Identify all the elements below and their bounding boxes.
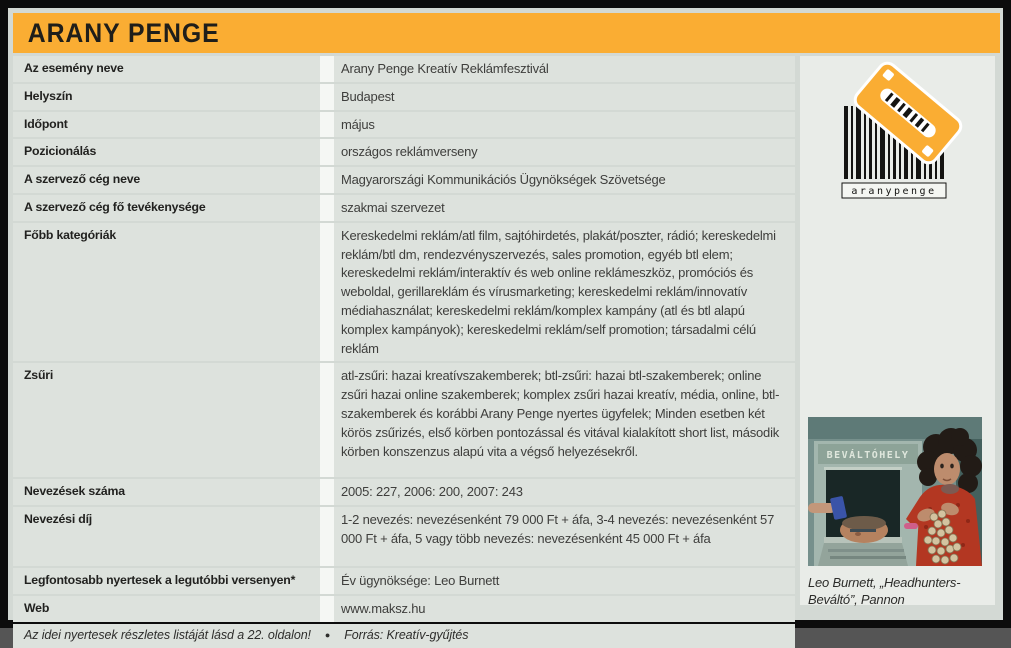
table-row	[13, 507, 795, 566]
table-row	[13, 223, 795, 362]
page-title: ARANY PENGE	[27, 17, 220, 48]
table-row	[13, 568, 795, 594]
table-row	[13, 139, 795, 165]
table-row	[13, 167, 795, 193]
page-content	[8, 8, 1003, 642]
row-label: Nevezések száma	[13, 479, 320, 505]
row-label: Web	[13, 596, 320, 622]
table-row	[13, 195, 795, 221]
row-value: országos reklámverseny	[334, 139, 795, 165]
table-row	[13, 56, 795, 82]
row-label: Főbb kategóriák	[13, 223, 320, 362]
row-value: szakmai szervezet	[334, 195, 795, 221]
row-value: Magyarországi Kommunikációs Ügynökségek Szövetsége	[334, 167, 795, 193]
row-value: Budapest	[334, 84, 795, 110]
row-value: Év ügynöksége: Leo Burnett	[334, 568, 795, 594]
footnote-bar	[13, 624, 795, 648]
row-label: Nevezési díj	[13, 507, 320, 566]
row-value: 2005: 227, 2006: 200, 2007: 243	[334, 479, 795, 505]
row-label: A szervező cég fő tevékenysége	[13, 195, 320, 221]
table-row	[13, 596, 795, 622]
campaign-photo-graphic	[808, 417, 982, 566]
row-label: Időpont	[13, 112, 320, 138]
row-value: atl-zsűri: hazai kreatívszakemberek; btl-zsűri: hazai btl-szakemberek; online zsűri hazai online szakemberek; komplex zsűri hazai kreatív, média, online, btl-szakemberek és korábbi Arany Penge nyertes ügyfelek; Minden esetben két körös zsűrizés, első körben pontozással és vitával kialakított short list, második körben konszenzus alapú vita a végső helyezésekről.	[334, 363, 795, 477]
table-row	[13, 84, 795, 110]
row-value: 1-2 nevezés: nevezésenként 79 000 Ft + áfa, 3-4 nevezés: nevezésenként 57 000 Ft + áfa, 5 vagy több nevezés: nevezésenként 45 000 Ft + áfa	[334, 507, 795, 566]
table-row	[13, 112, 795, 138]
row-label: Zsűri	[13, 363, 320, 477]
source-text: Forrás: Kreatív-gyűjtés	[344, 627, 469, 642]
row-value: www.maksz.hu	[334, 596, 795, 622]
photo-caption: Leo Burnett, „Headhunters-Beváltó”, Pannon	[808, 575, 961, 607]
row-label: Legfontosabb nyertesek a legutóbbi versenyen*	[13, 568, 320, 594]
table-row	[13, 363, 795, 477]
bullet-separator-icon: ●	[324, 629, 331, 640]
row-value: május	[334, 112, 795, 138]
row-label: Az esemény neve	[13, 56, 320, 82]
footnote-text: Az idei nyertesek részletes listáját lásd a 22. oldalon!	[24, 627, 311, 642]
barcode-razor-graphic	[808, 61, 988, 211]
row-value: Arany Penge Kreatív Reklámfesztivál	[334, 56, 795, 82]
row-value: Kereskedelmi reklám/atl film, sajtóhirdetés, plakát/poszter, rádió; kereskedelmi reklám/btl dm, rendezvényszervezés, sales promotion, egyéb btl elem; kereskedelmi reklám/interaktív és web online reklámeszköz, promóciós és weboldal, gerillareklám és vírusmarketing; kereskedelmi reklám/innovatív médiahasználat; kereskedelmi reklám/komplex kampány (atl és btl alapú komplex kampányok); kereskedelmi reklám/self promotion; társadalmi célú reklám	[334, 223, 795, 362]
logo-wordmark: aranypenge	[851, 186, 937, 197]
booth-sign-text: BEVÁLTÓHELY	[826, 450, 910, 461]
side-panel	[800, 56, 995, 605]
row-label: A szervező cég neve	[13, 167, 320, 193]
row-label: Pozicionálás	[13, 139, 320, 165]
table-row	[13, 479, 795, 505]
title-bar	[13, 13, 1000, 53]
aranypenge-logo	[808, 61, 988, 211]
campaign-photo	[808, 417, 982, 566]
fact-table	[13, 56, 795, 648]
row-label: Helyszín	[13, 84, 320, 110]
